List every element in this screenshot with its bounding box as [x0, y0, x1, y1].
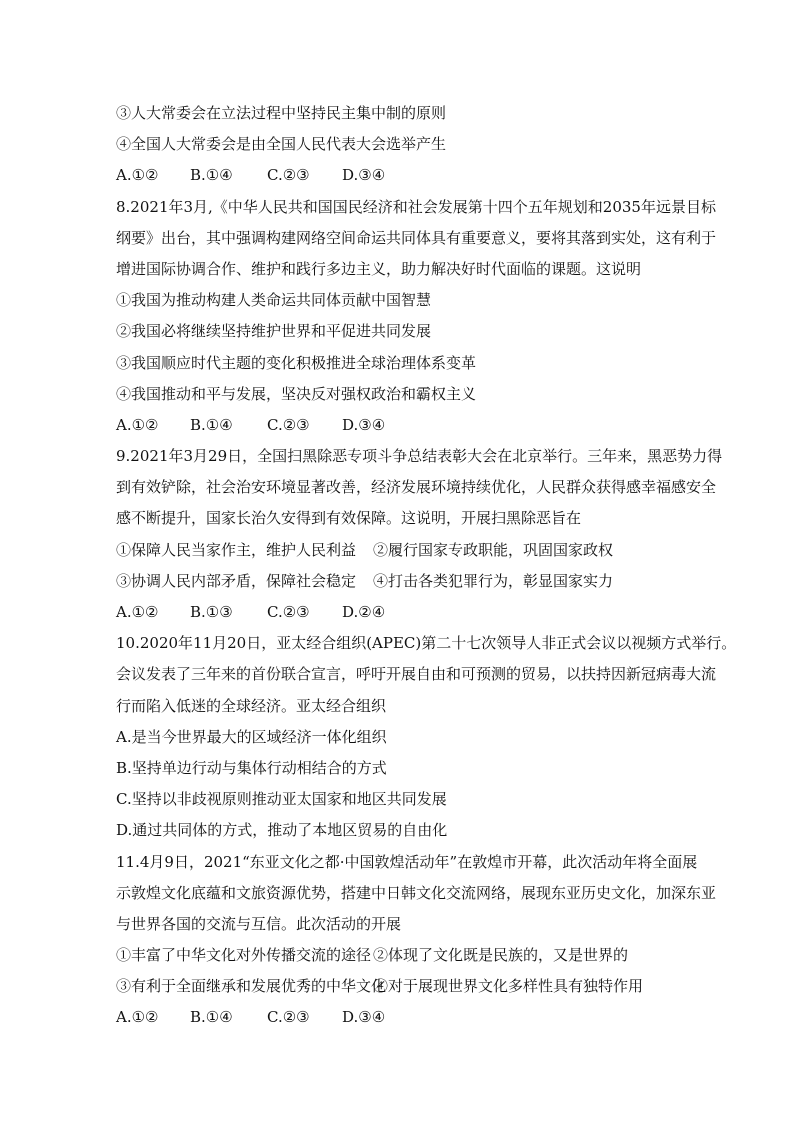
q7-option-d: D.③④: [342, 166, 386, 185]
q9-statement-3: ③协调人民内部矛盾，保障社会稳定: [116, 571, 357, 590]
q11-option-a: A.①②: [116, 1008, 159, 1027]
q11-option-c: C.②③: [267, 1008, 310, 1027]
q11-statement-3: ③有利于全面继承和发展优秀的中华文化: [116, 977, 387, 996]
q9-option-c: C.②③: [267, 603, 310, 621]
q7-statement-3: ③人大常委会在立法过程中坚持民主集中制的原则: [116, 104, 447, 122]
q9-statements-row-2: [116, 566, 686, 597]
q11-option-d: D.③④: [342, 1008, 386, 1027]
q10-choice-c: C.坚持以非歧视原则推动亚太国家和地区共同发展: [116, 790, 447, 809]
q10-stem-line-2: 会议发表了三年来的首份联合宣言，呼吁开展自由和可预测的贸易，以扶持因新冠病毒大流: [116, 665, 717, 684]
q9-stem-line-2: 到有效铲除，社会治安环境显著改善，经济发展环境持续优化，人民群众获得感幸福感安全: [116, 478, 717, 497]
exam-page: [116, 98, 737, 1034]
q8-statement-1: ①我国为推动构建人类命运共同体贡献中国智慧: [116, 291, 432, 310]
q9-options: [116, 597, 686, 628]
q9-option-a: A.①②: [116, 603, 159, 621]
q11-stem-line-3: 与世界各国的交流与互信。此次活动的开展: [116, 914, 402, 933]
q11-stem-line-2: 示敦煌文化底蕴和文旅资源优势，搭建中日韩文化交流网络，展现东亚历史文化，加深东亚: [116, 883, 717, 902]
q7-option-b: B.①④: [190, 166, 233, 185]
q7-option-a: A.①②: [116, 166, 159, 185]
q9-stem-line-3: 感不断提升，国家长治久安得到有效保障。这说明，开展扫黑除恶旨在: [116, 509, 582, 528]
q8-option-b: B.①④: [190, 415, 233, 434]
q7-statement-4: ④全国人大常委会是由全国人民代表大会选举产生: [116, 135, 447, 154]
q11-option-b: B.①④: [190, 1008, 233, 1027]
q10-stem-line-1: 10.2020年11月20日，亚太经合组织(APEC)第二十七次领导人非正式会议以视频方式举行。: [116, 634, 737, 653]
q9-statement-2: ②履行国家专政职能，巩固国家政权: [373, 540, 614, 559]
q8-statement-2: ②我国必将继续坚持维护世界和平促进共同发展: [116, 322, 432, 341]
q8-option-a: A.①②: [116, 415, 159, 434]
q11-stem-line-1: 11.4月9日，2021“东亚文化之都·中国敦煌活动年”在敦煌市开幕，此次活动年将全面展: [116, 852, 698, 871]
q7-options: [116, 160, 686, 191]
q8-stem-line-3: 增进国际协调合作、维护和践行多边主义，助力解决好时代面临的课题。这说明: [116, 259, 642, 278]
q9-statement-1: ①保障人民当家作主，维护人民利益: [116, 540, 357, 559]
q9-option-d: D.②④: [342, 603, 386, 621]
q8-option-c: C.②③: [267, 415, 310, 434]
q10-choice-a: A.是当今世界最大的区域经济一体化组织: [116, 727, 387, 746]
q9-statements-row-1: [116, 535, 686, 566]
q9-stem-line-1: 9.2021年3月29日，全国扫黑除恶专项斗争总结表彰大会在北京举行。三年来，黑恶势力得: [116, 447, 723, 466]
q10-choice-d: D.通过共同体的方式，推动了本地区贸易的自由化: [116, 821, 448, 840]
q8-statement-3: ③我国顺应时代主题的变化积极推进全球治理体系变革: [116, 353, 477, 372]
q10-stem-line-3: 行而陷入低迷的全球经济。亚太经合组织: [116, 696, 387, 715]
q8-options: [116, 410, 686, 441]
q11-statement-4: ④对于展现世界文化多样性具有独特作用: [373, 977, 644, 996]
q11-statements-row-1: [116, 940, 686, 971]
q9-statement-4: ④打击各类犯罪行为，彰显国家实力: [373, 571, 614, 590]
q7-option-c: C.②③: [267, 166, 310, 185]
q11-statement-1: ①丰富了中华文化对外传播交流的途径: [116, 946, 372, 965]
q11-options: [116, 1002, 686, 1033]
q9-option-b: B.①③: [190, 603, 233, 621]
q8-stem-line-1: 8.2021年3月,《中华人民共和国国民经济和社会发展第十四个五年规划和2035年远景目标: [116, 197, 716, 216]
q8-statement-4: ④我国推动和平与发展，坚决反对强权政治和霸权主义: [116, 384, 477, 403]
q8-option-d: D.③④: [342, 415, 386, 434]
q11-statement-2: ②体现了文化既是民族的，又是世界的: [373, 946, 629, 965]
q10-choice-b: B.坚持单边行动与集体行动相结合的方式: [116, 758, 387, 777]
q8-stem-line-2: 纲要》出台，其中强调构建网络空间命运共同体具有重要意义，要将其落到实处，这有利于: [116, 228, 717, 247]
q11-statements-row-2: [116, 971, 686, 1002]
